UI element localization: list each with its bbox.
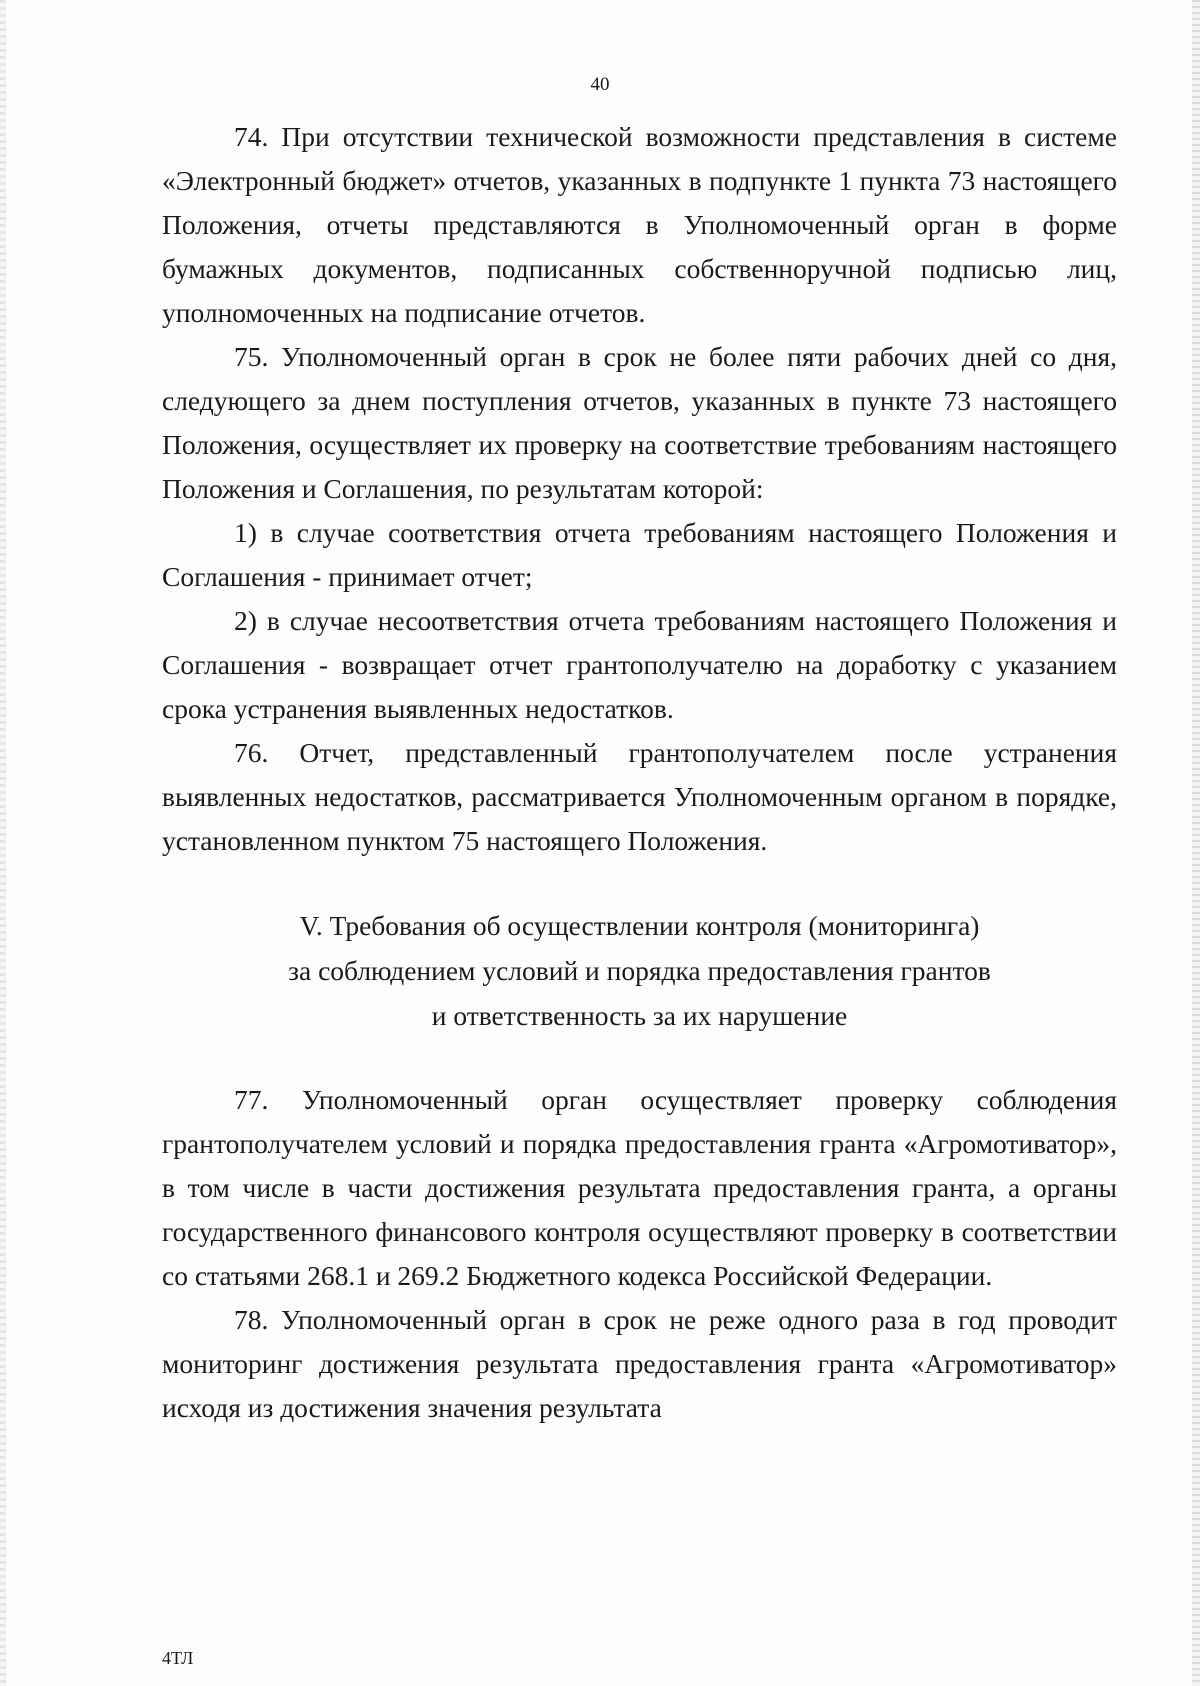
section-heading-line-2: за соблюдением условий и порядка предоставления грантов <box>288 955 991 986</box>
paragraph-78: 78. Уполномоченный орган в срок не реже одного раза в год проводит мониторинг достижения результата предоставления гранта «Агромотиватор» исходя из достижения значения результата <box>162 1304 1117 1423</box>
section-heading <box>162 903 1117 1038</box>
scan-edge-left <box>0 0 6 1686</box>
paragraph-77: 77. Уполномоченный орган осуществляет проверку соблюдения грантополучателем условий и порядка предоставления гранта «Агромотиватор», в том числе в части достижения результата предоставления гранта, а органы государственного финансового контроля осуществляют проверку в соответствии со статьями 268.1 и 269.2 Бюджетного кодекса Российской Федерации. <box>162 1084 1117 1291</box>
subparagraph-1: 1) в случае соответствия отчета требованиям настоящего Положения и Соглашения - принимает отчет; <box>162 517 1117 592</box>
paragraph-76: 76. Отчет, представленный грантополучателем после устранения выявленных недостатков, рассматривается Уполномоченным органом в порядке, установленном пунктом 75 настоящего Положения. <box>162 737 1117 856</box>
subparagraph-2: 2) в случае несоответствия отчета требованиям настоящего Положения и Соглашения - возвращает отчет грантополучателю на доработку с указанием срока устранения выявленных недостатков. <box>162 605 1117 724</box>
page-number: 40 <box>590 74 610 95</box>
scan-edge-right <box>1192 0 1200 1686</box>
paragraph-75: 75. Уполномоченный орган в срок не более пяти рабочих дней со дня, следующего за днем поступления отчетов, указанных в пункте 73 настоящего Положения, осуществляет их проверку на соответствие требованиям настоящего Положения и Соглашения, по результатам которой: <box>162 341 1117 504</box>
section-heading-line-3: и ответственность за их нарушение <box>431 1000 848 1031</box>
paragraph-74: 74. При отсутствии технической возможности представления в системе «Электронный бюджет» отчетов, указанных в подпункте 1 пункта 73 настоящего Положения, отчеты представляются в Уполномоченный орган в форме бумажных документов, подписанных собственноручной подписью лиц, уполномоченных на подписание отчетов. <box>162 121 1117 328</box>
document-body <box>162 115 1117 1430</box>
section-heading-line-1: V. Требования об осуществлении контроля (мониторинга) <box>299 910 980 941</box>
footer-code: 4ТЛ <box>162 1648 194 1668</box>
